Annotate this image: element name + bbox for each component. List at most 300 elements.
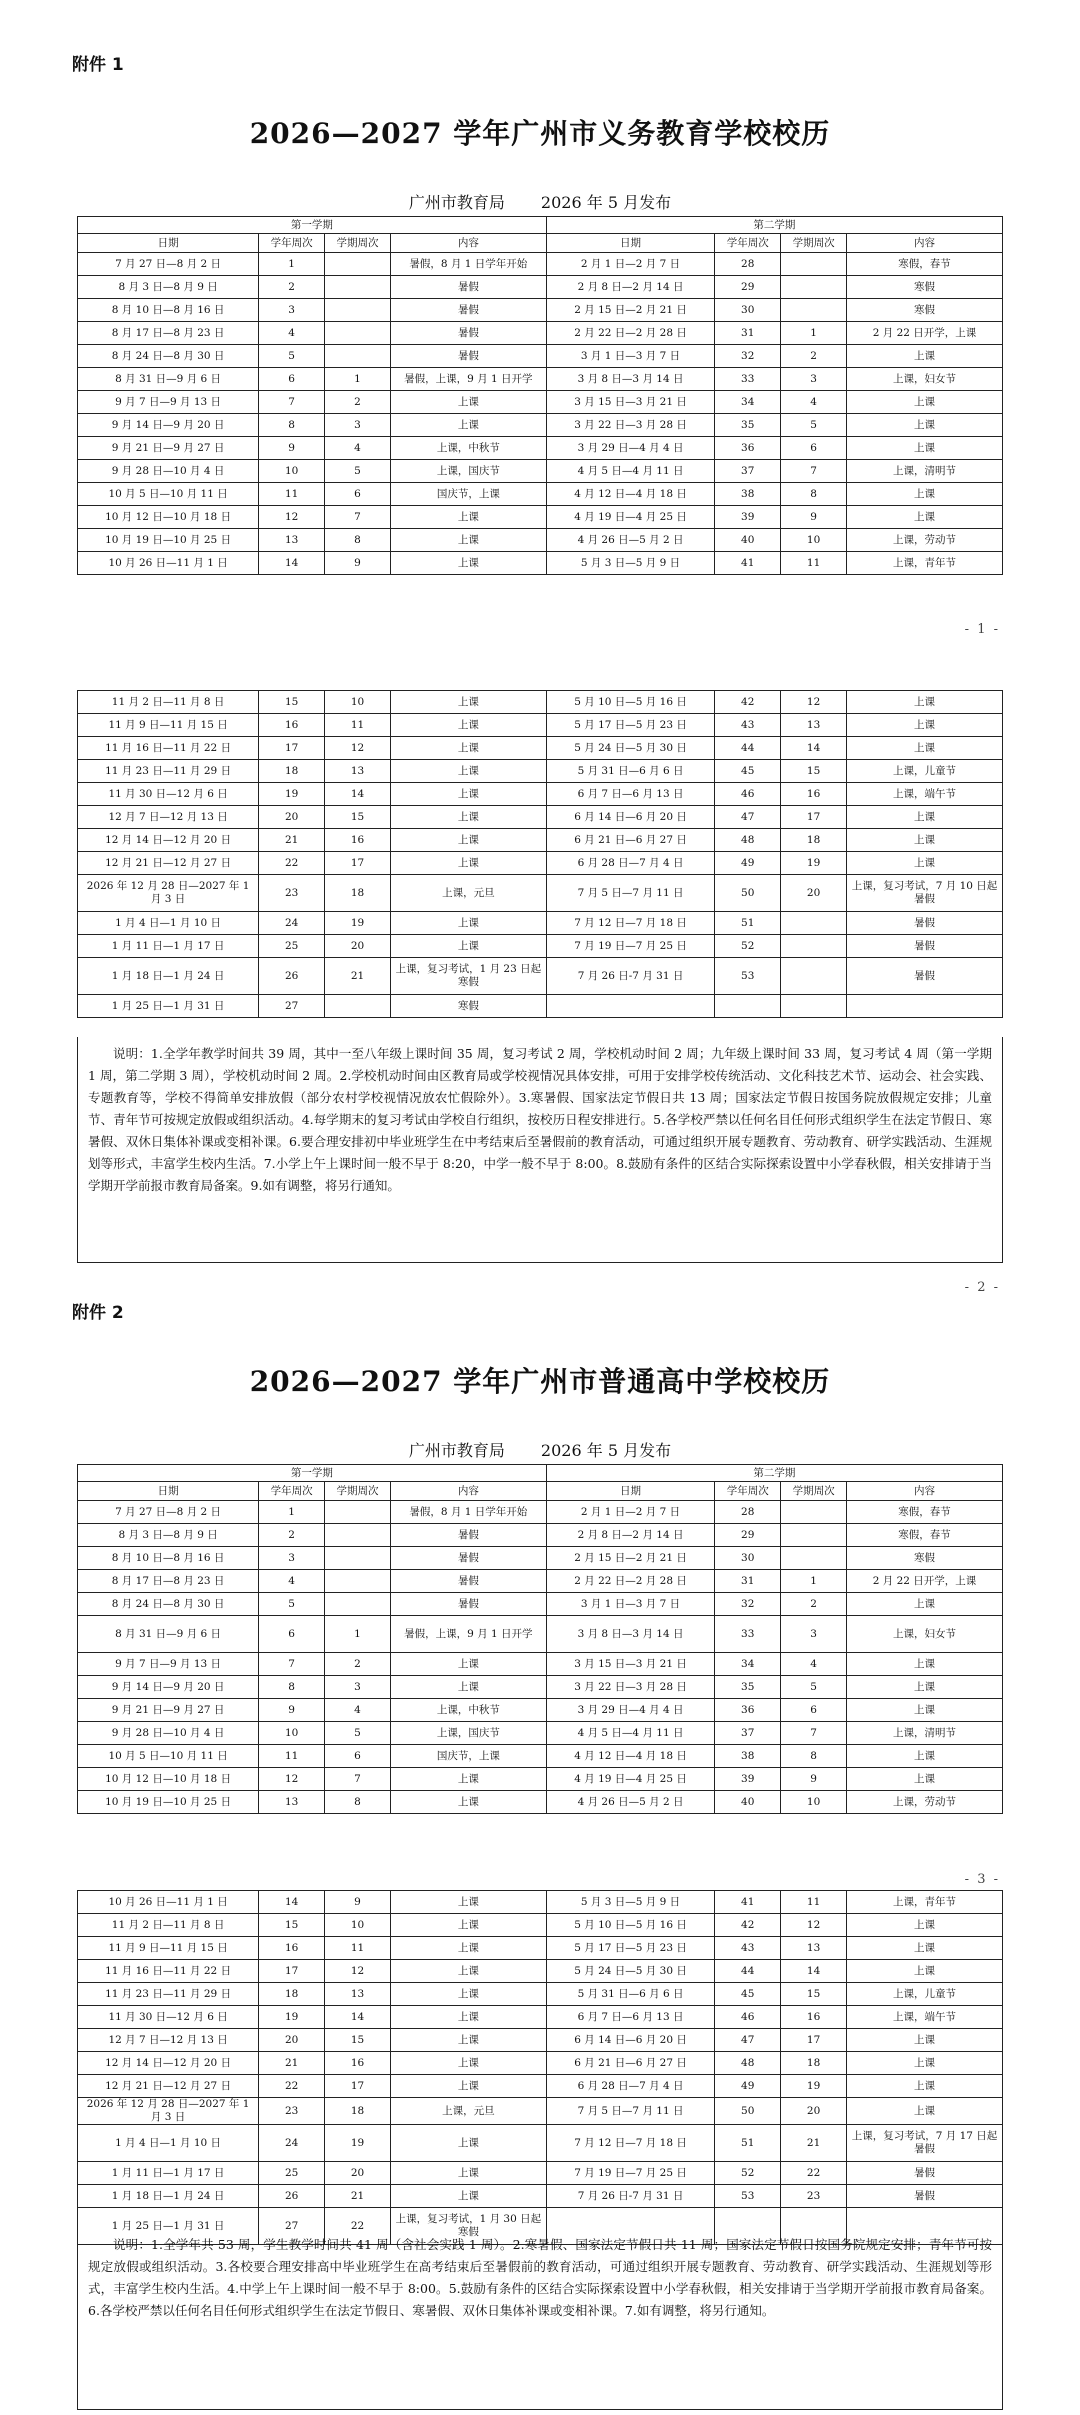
table-cell: 4 月 5 日—4 月 11 日 bbox=[546, 460, 715, 483]
table-cell: 11 bbox=[259, 483, 325, 506]
table-cell: 上课 bbox=[390, 760, 546, 783]
table-cell: 48 bbox=[715, 829, 781, 852]
table-cell: 暑假，上课，9 月 1 日开学 bbox=[390, 1616, 546, 1653]
table-cell: 6 月 21 日—6 月 27 日 bbox=[546, 829, 715, 852]
calendar-table-2b bbox=[77, 1890, 1003, 2245]
table-row bbox=[78, 1745, 1003, 1768]
table-cell: 18 bbox=[259, 1983, 325, 2006]
semester-header: 第一学期 bbox=[78, 1465, 547, 1482]
table-cell: 上课 bbox=[847, 2052, 1003, 2075]
table-cell: 5 bbox=[259, 345, 325, 368]
table-cell: 38 bbox=[715, 483, 781, 506]
table-row bbox=[78, 1616, 1003, 1653]
table-cell: 上课，国庆节 bbox=[390, 1722, 546, 1745]
table-row bbox=[78, 345, 1003, 368]
table-row bbox=[78, 1676, 1003, 1699]
table-cell: 22 bbox=[781, 2162, 847, 2185]
table-cell: 上课 bbox=[847, 2029, 1003, 2052]
table-cell: 上课 bbox=[390, 2162, 546, 2185]
table-cell: 上课 bbox=[847, 1745, 1003, 1768]
table-cell bbox=[325, 1593, 391, 1616]
table-cell: 15 bbox=[781, 760, 847, 783]
table-cell: 暑假 bbox=[390, 299, 546, 322]
page-number: - 1 - bbox=[964, 622, 1000, 637]
table-cell: 5 月 3 日—5 月 9 日 bbox=[546, 552, 715, 575]
table-cell: 12 月 7 日—12 月 13 日 bbox=[78, 2029, 259, 2052]
table-cell bbox=[325, 253, 391, 276]
table-row bbox=[78, 912, 1003, 935]
table-cell bbox=[325, 276, 391, 299]
table-cell: 20 bbox=[259, 806, 325, 829]
table-cell: 1 bbox=[325, 368, 391, 391]
publisher: 广州市教育局 bbox=[408, 1441, 505, 1460]
table-cell: 6 bbox=[325, 1745, 391, 1768]
table-cell: 43 bbox=[715, 1937, 781, 1960]
table-cell: 10 bbox=[259, 1722, 325, 1745]
table-cell: 10 月 5 日—10 月 11 日 bbox=[78, 1745, 259, 1768]
table-cell: 上课 bbox=[847, 437, 1003, 460]
table-cell: 22 bbox=[325, 2208, 391, 2245]
table-cell: 32 bbox=[715, 345, 781, 368]
table-cell: 寒假 bbox=[847, 299, 1003, 322]
table-cell: 上课 bbox=[847, 1937, 1003, 1960]
table-cell: 1 bbox=[259, 253, 325, 276]
table-cell: 40 bbox=[715, 529, 781, 552]
table-cell: 国庆节，上课 bbox=[390, 483, 546, 506]
table-cell: 11 月 16 日—11 月 22 日 bbox=[78, 1960, 259, 1983]
table-cell: 8 月 17 日—8 月 23 日 bbox=[78, 1570, 259, 1593]
table-cell: 暑假 bbox=[390, 322, 546, 345]
table-cell: 上课 bbox=[390, 806, 546, 829]
table-cell: 43 bbox=[715, 714, 781, 737]
table-cell: 3 月 8 日—3 月 14 日 bbox=[546, 1616, 715, 1653]
table-row bbox=[78, 1722, 1003, 1745]
table-cell bbox=[781, 253, 847, 276]
table-cell: 3 月 22 日—3 月 28 日 bbox=[546, 1676, 715, 1699]
table-cell: 1 月 25 日—1 月 31 日 bbox=[78, 2208, 259, 2245]
column-header: 学期周次 bbox=[781, 1482, 847, 1501]
table-cell: 上课 bbox=[847, 1593, 1003, 1616]
table-cell: 9 月 21 日—9 月 27 日 bbox=[78, 437, 259, 460]
table-cell: 5 月 10 日—5 月 16 日 bbox=[546, 691, 715, 714]
table-cell: 6 月 21 日—6 月 27 日 bbox=[546, 2052, 715, 2075]
table-cell: 16 bbox=[259, 714, 325, 737]
table-cell: 上课，妇女节 bbox=[847, 1616, 1003, 1653]
table-cell: 12 bbox=[325, 1960, 391, 1983]
table-cell: 50 bbox=[715, 875, 781, 912]
table-cell: 11 月 9 日—11 月 15 日 bbox=[78, 714, 259, 737]
table-cell: 12 月 14 日—12 月 20 日 bbox=[78, 2052, 259, 2075]
table-cell: 上课，复习考试，7 月 17 日起暑假 bbox=[847, 2125, 1003, 2162]
table-cell: 8 月 3 日—8 月 9 日 bbox=[78, 1524, 259, 1547]
table-row bbox=[78, 2052, 1003, 2075]
table-cell: 3 bbox=[259, 1547, 325, 1570]
table-row bbox=[78, 1791, 1003, 1814]
table-cell: 2 月 22 日开学，上课 bbox=[847, 322, 1003, 345]
table-cell: 15 bbox=[325, 2029, 391, 2052]
table-cell: 上课 bbox=[390, 1960, 546, 1983]
table-cell: 上课，元旦 bbox=[390, 2098, 546, 2125]
table-cell: 上课 bbox=[390, 1914, 546, 1937]
table-cell: 12 月 21 日—12 月 27 日 bbox=[78, 852, 259, 875]
table-cell: 上课 bbox=[847, 714, 1003, 737]
table-cell: 44 bbox=[715, 1960, 781, 1983]
table-cell bbox=[781, 935, 847, 958]
table-cell: 20 bbox=[259, 2029, 325, 2052]
table-cell: 28 bbox=[715, 1501, 781, 1524]
table-row bbox=[78, 1653, 1003, 1676]
table-cell: 5 月 24 日—5 月 30 日 bbox=[546, 737, 715, 760]
table-cell: 上课 bbox=[390, 2125, 546, 2162]
table-cell: 7 月 5 日—7 月 11 日 bbox=[546, 875, 715, 912]
table-cell: 8 月 31 日—9 月 6 日 bbox=[78, 368, 259, 391]
table-cell: 上课，端午节 bbox=[847, 2006, 1003, 2029]
table-cell: 36 bbox=[715, 437, 781, 460]
semester-header: 第一学期 bbox=[78, 217, 547, 234]
table-cell: 7 月 12 日—7 月 18 日 bbox=[546, 912, 715, 935]
table-cell: 9 月 14 日—9 月 20 日 bbox=[78, 1676, 259, 1699]
table-cell: 11 bbox=[781, 552, 847, 575]
table-cell: 上课，端午节 bbox=[847, 783, 1003, 806]
table-row bbox=[78, 2075, 1003, 2098]
table-cell: 33 bbox=[715, 1616, 781, 1653]
table-cell bbox=[325, 1570, 391, 1593]
table-cell: 2 月 1 日—2 月 7 日 bbox=[546, 253, 715, 276]
table-cell: 3 月 15 日—3 月 21 日 bbox=[546, 391, 715, 414]
table-cell: 11 月 2 日—11 月 8 日 bbox=[78, 691, 259, 714]
table-cell: 7 月 26 日-7 月 31 日 bbox=[546, 958, 715, 995]
table-cell: 10 bbox=[781, 529, 847, 552]
table-cell: 上课 bbox=[390, 1653, 546, 1676]
table-cell: 上课 bbox=[390, 529, 546, 552]
table-cell: 18 bbox=[781, 829, 847, 852]
table-row bbox=[78, 714, 1003, 737]
table-cell: 暑假，8 月 1 日学年开始 bbox=[390, 253, 546, 276]
table-cell: 5 月 17 日—5 月 23 日 bbox=[546, 714, 715, 737]
table-cell: 4 月 26 日—5 月 2 日 bbox=[546, 1791, 715, 1814]
table-row bbox=[78, 1768, 1003, 1791]
column-header: 学期周次 bbox=[781, 234, 847, 253]
column-header: 日期 bbox=[546, 1482, 715, 1501]
table-cell: 21 bbox=[781, 2125, 847, 2162]
table-cell: 上课，妇女节 bbox=[847, 368, 1003, 391]
table-cell: 2 bbox=[781, 345, 847, 368]
table-cell: 11 bbox=[325, 1937, 391, 1960]
table-cell: 2 月 15 日—2 月 21 日 bbox=[546, 1547, 715, 1570]
table-cell: 1 月 18 日—1 月 24 日 bbox=[78, 958, 259, 995]
table-cell: 上课 bbox=[847, 506, 1003, 529]
table-cell: 23 bbox=[781, 2185, 847, 2208]
page-number: - 3 - bbox=[964, 1872, 1000, 1887]
table-cell: 19 bbox=[259, 2006, 325, 2029]
table-cell bbox=[325, 299, 391, 322]
table-cell: 11 月 30 日—12 月 6 日 bbox=[78, 783, 259, 806]
table-cell: 上课 bbox=[847, 852, 1003, 875]
table-cell: 37 bbox=[715, 1722, 781, 1745]
table-row bbox=[78, 760, 1003, 783]
table-cell: 上课，国庆节 bbox=[390, 460, 546, 483]
table-cell: 46 bbox=[715, 2006, 781, 2029]
column-header: 内容 bbox=[390, 1482, 546, 1501]
table-row bbox=[78, 552, 1003, 575]
table-cell: 5 月 17 日—5 月 23 日 bbox=[546, 1937, 715, 1960]
table-cell: 8 月 10 日—8 月 16 日 bbox=[78, 1547, 259, 1570]
table-cell: 32 bbox=[715, 1593, 781, 1616]
table-cell: 8 月 17 日—8 月 23 日 bbox=[78, 322, 259, 345]
table-cell: 4 bbox=[781, 1653, 847, 1676]
table-cell: 上课，中秋节 bbox=[390, 1699, 546, 1722]
table-cell: 6 bbox=[781, 437, 847, 460]
table-cell: 6 bbox=[325, 483, 391, 506]
table-cell: 7 bbox=[781, 1722, 847, 1745]
table-cell: 6 bbox=[259, 368, 325, 391]
table-cell: 34 bbox=[715, 391, 781, 414]
table-cell: 21 bbox=[325, 2185, 391, 2208]
table-cell: 35 bbox=[715, 414, 781, 437]
table-cell: 16 bbox=[781, 2006, 847, 2029]
table-cell: 上课 bbox=[390, 1891, 546, 1914]
table-cell: 寒假 bbox=[847, 276, 1003, 299]
table-cell: 17 bbox=[259, 737, 325, 760]
table-cell: 10 bbox=[781, 1791, 847, 1814]
table-cell: 19 bbox=[259, 783, 325, 806]
publish-line-1 bbox=[0, 190, 1080, 213]
calendar-table-1a bbox=[77, 216, 1003, 575]
table-cell: 2 bbox=[325, 391, 391, 414]
table-cell bbox=[781, 958, 847, 995]
table-row bbox=[78, 1593, 1003, 1616]
table-row bbox=[78, 2006, 1003, 2029]
table-cell: 3 bbox=[259, 299, 325, 322]
table-cell bbox=[847, 995, 1003, 1018]
table-cell: 6 月 7 日—6 月 13 日 bbox=[546, 2006, 715, 2029]
table-cell: 27 bbox=[259, 2208, 325, 2245]
table-cell: 12 bbox=[325, 737, 391, 760]
table-cell: 上课 bbox=[390, 912, 546, 935]
table-cell: 13 bbox=[325, 1983, 391, 2006]
table-row bbox=[78, 529, 1003, 552]
table-cell: 45 bbox=[715, 760, 781, 783]
table-cell: 9 bbox=[259, 437, 325, 460]
table-cell: 上课 bbox=[847, 391, 1003, 414]
table-cell: 1 bbox=[781, 322, 847, 345]
table-row bbox=[78, 1699, 1003, 1722]
table-cell: 29 bbox=[715, 276, 781, 299]
attachment-label-1: 附件 1 bbox=[72, 55, 124, 75]
publish-date: 2026 年 5 月发布 bbox=[540, 1441, 672, 1460]
publish-date: 2026 年 5 月发布 bbox=[540, 193, 672, 212]
table-cell: 17 bbox=[259, 1960, 325, 1983]
table-row bbox=[78, 437, 1003, 460]
table-cell: 4 bbox=[781, 391, 847, 414]
table-cell: 31 bbox=[715, 322, 781, 345]
table-cell: 10 月 26 日—11 月 1 日 bbox=[78, 552, 259, 575]
table-cell: 14 bbox=[259, 1891, 325, 1914]
table-cell: 上课，儿童节 bbox=[847, 1983, 1003, 2006]
table-cell: 上课 bbox=[390, 1676, 546, 1699]
table-cell: 7 月 26 日-7 月 31 日 bbox=[546, 2185, 715, 2208]
table-cell: 6 月 7 日—6 月 13 日 bbox=[546, 783, 715, 806]
table-cell bbox=[325, 1547, 391, 1570]
table-cell: 暑假 bbox=[847, 958, 1003, 995]
table-cell: 1 月 25 日—1 月 31 日 bbox=[78, 995, 259, 1018]
table-cell bbox=[781, 299, 847, 322]
table-cell: 17 bbox=[781, 2029, 847, 2052]
table-cell: 31 bbox=[715, 1570, 781, 1593]
table-cell: 上课 bbox=[847, 1768, 1003, 1791]
table-cell bbox=[781, 276, 847, 299]
table-cell: 18 bbox=[781, 2052, 847, 2075]
table-row bbox=[78, 935, 1003, 958]
table-cell bbox=[781, 995, 847, 1018]
table-cell: 上课 bbox=[390, 935, 546, 958]
table-cell: 48 bbox=[715, 2052, 781, 2075]
table-cell: 8 月 31 日—9 月 6 日 bbox=[78, 1616, 259, 1653]
table-cell: 11 月 30 日—12 月 6 日 bbox=[78, 2006, 259, 2029]
table-cell: 12 bbox=[259, 506, 325, 529]
publisher: 广州市教育局 bbox=[408, 193, 505, 212]
table-cell: 44 bbox=[715, 737, 781, 760]
table-cell: 2 月 22 日—2 月 28 日 bbox=[546, 322, 715, 345]
table-cell: 上课 bbox=[390, 2006, 546, 2029]
table-cell: 上课 bbox=[390, 691, 546, 714]
table-cell: 2 bbox=[259, 276, 325, 299]
table-cell: 6 月 28 日—7 月 4 日 bbox=[546, 2075, 715, 2098]
table-cell: 8 月 10 日—8 月 16 日 bbox=[78, 299, 259, 322]
table-cell: 50 bbox=[715, 2098, 781, 2125]
column-header: 日期 bbox=[78, 234, 259, 253]
table-cell: 19 bbox=[781, 852, 847, 875]
table-cell: 7 bbox=[259, 391, 325, 414]
table-cell: 上课，劳动节 bbox=[847, 1791, 1003, 1814]
table-cell: 上课 bbox=[847, 1914, 1003, 1937]
column-header: 学期周次 bbox=[325, 1482, 391, 1501]
table-cell: 寒假 bbox=[847, 1547, 1003, 1570]
table-cell: 上课 bbox=[390, 391, 546, 414]
table-cell: 37 bbox=[715, 460, 781, 483]
table-cell: 28 bbox=[715, 253, 781, 276]
table-cell: 8 bbox=[325, 529, 391, 552]
table-cell: 11 月 2 日—11 月 8 日 bbox=[78, 1914, 259, 1937]
table-row bbox=[78, 1960, 1003, 1983]
table-cell: 暑假 bbox=[390, 1593, 546, 1616]
table-cell bbox=[546, 995, 715, 1018]
table-cell: 9 月 28 日—10 月 4 日 bbox=[78, 460, 259, 483]
table-cell: 10 bbox=[325, 1914, 391, 1937]
table-cell: 暑假 bbox=[390, 1547, 546, 1570]
table-row bbox=[78, 737, 1003, 760]
table-cell: 1 bbox=[259, 1501, 325, 1524]
table-cell: 5 bbox=[781, 414, 847, 437]
table-cell: 23 bbox=[259, 875, 325, 912]
table-cell: 47 bbox=[715, 806, 781, 829]
table-cell: 23 bbox=[259, 2098, 325, 2125]
column-header: 学期周次 bbox=[325, 234, 391, 253]
table-cell: 30 bbox=[715, 299, 781, 322]
table-cell: 3 月 15 日—3 月 21 日 bbox=[546, 1653, 715, 1676]
table-cell: 4 月 12 日—4 月 18 日 bbox=[546, 483, 715, 506]
table-cell: 上课 bbox=[390, 829, 546, 852]
table-cell: 2026 年 12 月 28 日—2027 年 1 月 3 日 bbox=[78, 2098, 259, 2125]
column-header: 内容 bbox=[847, 1482, 1003, 1501]
table-cell: 1 bbox=[781, 1570, 847, 1593]
table-row bbox=[78, 322, 1003, 345]
column-header: 学年周次 bbox=[715, 234, 781, 253]
table-row bbox=[78, 460, 1003, 483]
table-cell bbox=[325, 995, 391, 1018]
table-cell bbox=[781, 912, 847, 935]
table-cell: 7 bbox=[781, 460, 847, 483]
table-row bbox=[78, 783, 1003, 806]
table-cell: 11 bbox=[325, 714, 391, 737]
table-cell: 上课 bbox=[390, 1791, 546, 1814]
table-cell: 2 月 15 日—2 月 21 日 bbox=[546, 299, 715, 322]
table-cell: 上课 bbox=[390, 1983, 546, 2006]
table-cell: 39 bbox=[715, 1768, 781, 1791]
table-cell: 1 月 11 日—1 月 17 日 bbox=[78, 2162, 259, 2185]
table-cell: 8 bbox=[259, 1676, 325, 1699]
table-cell: 9 bbox=[325, 1891, 391, 1914]
table-cell: 10 月 12 日—10 月 18 日 bbox=[78, 1768, 259, 1791]
table-cell: 5 月 10 日—5 月 16 日 bbox=[546, 1914, 715, 1937]
attachment-label-2: 附件 2 bbox=[72, 1303, 124, 1323]
table-cell: 10 月 26 日—11 月 1 日 bbox=[78, 1891, 259, 1914]
table-cell: 18 bbox=[259, 760, 325, 783]
table-cell: 11 月 9 日—11 月 15 日 bbox=[78, 1937, 259, 1960]
table-cell: 19 bbox=[325, 2125, 391, 2162]
publish-line-2 bbox=[0, 1438, 1080, 1461]
table-row bbox=[78, 1570, 1003, 1593]
table-row bbox=[78, 2185, 1003, 2208]
table-cell: 46 bbox=[715, 783, 781, 806]
table-row bbox=[78, 253, 1003, 276]
table-cell: 上课，复习考试，1 月 30 日起寒假 bbox=[390, 2208, 546, 2245]
table-cell: 5 月 31 日—6 月 6 日 bbox=[546, 1983, 715, 2006]
table-cell: 12 bbox=[259, 1768, 325, 1791]
page-title-2: 2026—2027 学年广州市普通高中学校校历 bbox=[249, 1365, 831, 1398]
table-cell bbox=[325, 322, 391, 345]
table-cell: 寒假，春节 bbox=[847, 253, 1003, 276]
table-row bbox=[78, 506, 1003, 529]
table-cell: 10 月 5 日—10 月 11 日 bbox=[78, 483, 259, 506]
table-row bbox=[78, 995, 1003, 1018]
table-row bbox=[78, 1914, 1003, 1937]
table-cell bbox=[781, 1501, 847, 1524]
table-cell: 19 bbox=[325, 912, 391, 935]
table-cell: 3 bbox=[781, 368, 847, 391]
table-cell: 12 月 14 日—12 月 20 日 bbox=[78, 829, 259, 852]
table-cell: 2 bbox=[325, 1653, 391, 1676]
table-row bbox=[78, 958, 1003, 995]
table-cell: 18 bbox=[325, 875, 391, 912]
table-cell: 8 bbox=[259, 414, 325, 437]
table-cell: 29 bbox=[715, 1524, 781, 1547]
table-cell: 11 bbox=[781, 1891, 847, 1914]
table-cell: 上课，复习考试，1 月 23 日起寒假 bbox=[390, 958, 546, 995]
table-cell: 1 月 4 日—1 月 10 日 bbox=[78, 2125, 259, 2162]
table-cell: 暑假，8 月 1 日学年开始 bbox=[390, 1501, 546, 1524]
table-row bbox=[78, 2162, 1003, 2185]
table-cell: 21 bbox=[259, 2052, 325, 2075]
table-cell: 14 bbox=[781, 737, 847, 760]
table-cell: 36 bbox=[715, 1699, 781, 1722]
table-cell: 上课，元旦 bbox=[390, 875, 546, 912]
table-cell: 上课 bbox=[390, 852, 546, 875]
table-cell: 27 bbox=[259, 995, 325, 1018]
table-cell: 上课 bbox=[847, 2075, 1003, 2098]
table-row bbox=[78, 2098, 1003, 2125]
table-cell: 7 月 27 日—8 月 2 日 bbox=[78, 253, 259, 276]
